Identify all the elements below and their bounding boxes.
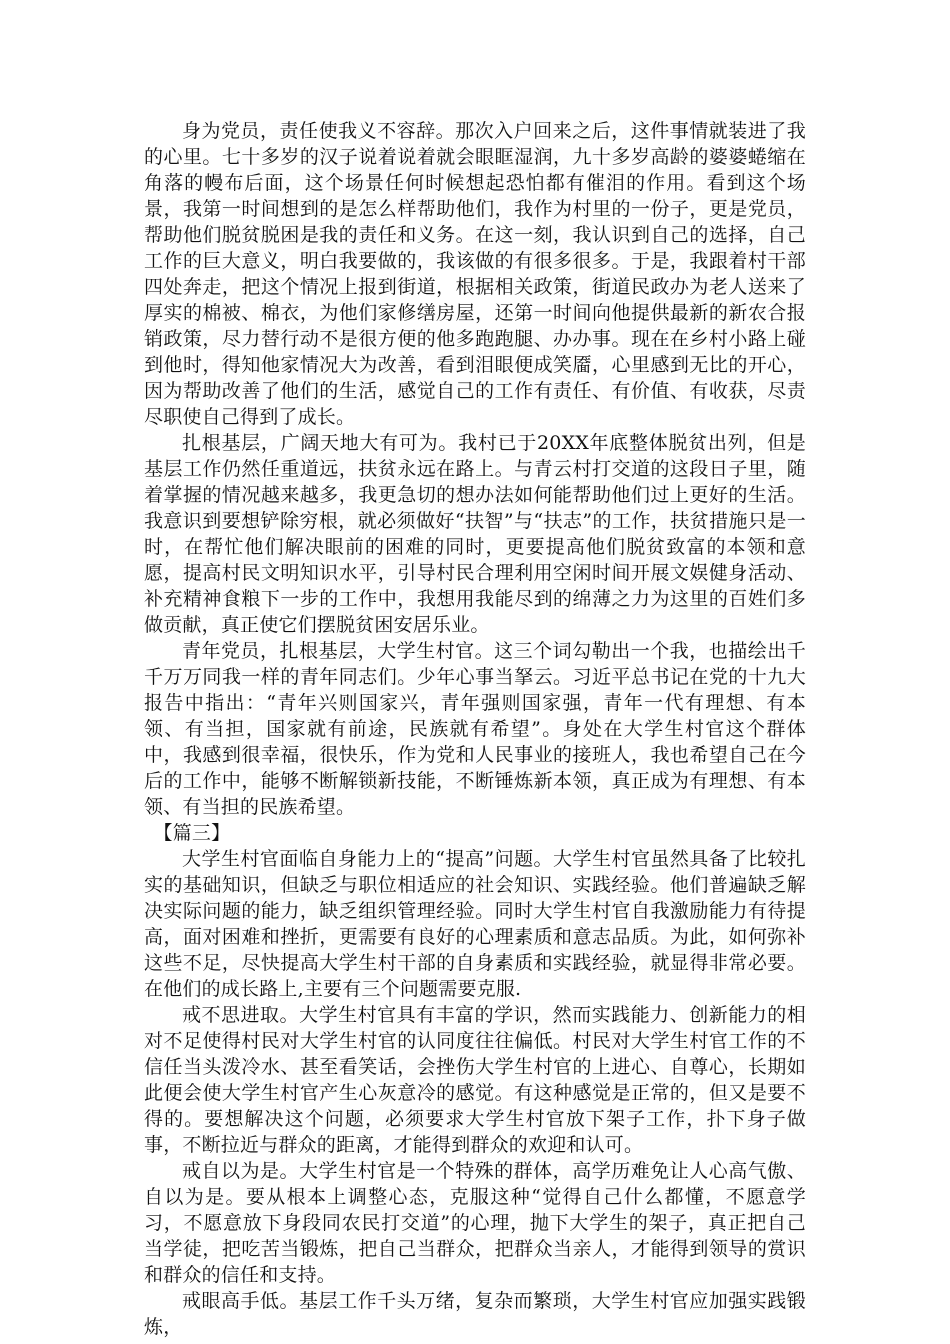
paragraph-avoid-high-ambition-low-skill: 戒眼高手低。基层工作千头万绪，复杂而繁琐，大学生村官应加强实践锻炼， bbox=[144, 1290, 806, 1338]
paragraph-party-member-duty: 身为党员，责任使我义不容辞。那次入户回来之后，这件事情就装进了我的心里。七十多岁的汉子说着说着就会眼眶湿润，九十多岁高龄的婆婆蜷缩在角落的幔布后面，这个场景任何时候想起恐怕都有催泪的作用。看到这个场景，我第一时间想到的是怎么样帮助他们，我作为村里的一份子，更是党员，帮助他们脱贫脱困是我的责任和义务。在这一刻，我认识到自己的选择，自己工作的巨大意义，明白我要做的，我该做的有很多很多。于是，我跟着村干部四处奔走，把这个情况上报到街道，根据相关政策，街道民政办为老人送来了厚实的棉被、棉衣，为他们家修缮房屋，还第一时间向他提供最新的新农合报销政策，尽力替行动不是很方便的他多跑跑腿、办办事。现在在乡村小路上碰到他时，得知他家情况大为改善，看到泪眼便成笑靥，心里感到无比的开心，因为帮助改善了他们的生活，感觉自己的工作有责任、有价值、有收获，尽责尽职使自己得到了成长。 bbox=[144, 120, 806, 428]
paragraph-ability-improvement: 大学生村官面临自身能力上的“提高”问题。大学生村官虽然具备了比较扎实的基础知识，但缺乏与职位相适应的社会知识、实践经验。他们普遍缺乏解决实际问题的能力，缺乏组织管理经验。同时大学生村官自我激励能力有待提高，面对困难和挫折，更需要有良好的心理素质和意志品质。为此，如何弥补这些不足，尽快提高大学生村干部的自身素质和实践经验，就显得非常必要。在他们的成长路上,主要有三个问题需要克服. bbox=[144, 848, 806, 1000]
paragraph-avoid-complacency: 戒不思进取。大学生村官具有丰富的学识，然而实践能力、创新能力的相对不足使得村民对大学生村官的认同度往往偏低。村民对大学生村官工作的不信任当头泼冷水、甚至看笑话，会挫伤大学生村官的上进心、自尊心，长期如此便会使大学生村官产生心灰意冷的感觉。有这种感觉是正常的，但又是要不得的。要想解决这个问题，必须要求大学生村官放下架子工作，扑下身子做事，不断拉近与群众的距离，才能得到群众的欢迎和认可。 bbox=[144, 1004, 806, 1156]
paragraph-grassroots: 扎根基层，广阔天地大有可为。我村已于20XX年底整体脱贫出列，但是基层工作仍然任重道远，扶贫永远在路上。与青云村打交道的这段日子里，随着掌握的情况越来越多，我更急切的想办法如何能帮助他们过上更好的生活。我意识到要想铲除穷根，就必须做好“扶智”与“扶志”的工作，扶贫措施只是一时，在帮忙他们解决眼前的困难的同时，更要提高他们脱贫致富的本领和意愿，提高村民文明知识水平，引导村民合理利用空闲时间开展文娱健身活动、补充精神食粮下一步的工作中，我想用我能尽到的绵薄之力为这里的百姓们多做贡献，真正使它们摆脱贫困安居乐业。 bbox=[144, 432, 806, 636]
section-heading-part-three: 【篇三】 bbox=[153, 822, 231, 844]
paragraph-young-party-member: 青年党员，扎根基层，大学生村官。这三个词勾勒出一个我，也描绘出千千万万同我一样的青年同志们。少年心事当拏云。习近平总书记在党的十九大报告中指出：“青年兴则国家兴，青年强则国家强，青年一代有理想、有本领、有当担，国家就有前途，民族就有希望”。身处在大学生村官这个群体中，我感到很幸福，很快乐，作为党和人民事业的接班人，我也希望自己在今后的工作中，能够不断解锁新技能，不断锤炼新本领，真正成为有理想、有本领、有当担的民族希望。 bbox=[144, 640, 806, 818]
paragraph-avoid-arrogance: 戒自以为是。大学生村官是一个特殊的群体，高学历难免让人心高气傲、自以为是。要从根本上调整心态，克服这种“觉得自己什么都懂，不愿意学习，不愿意放下身段同农民打交道”的心理，抛下大学生的架子，真正把自己当学徒，把吃苦当锻炼，把自己当群众，把群众当亲人，才能得到领导的赏识和群众的信任和支持。 bbox=[144, 1160, 806, 1286]
document-body bbox=[144, 118, 806, 1340]
